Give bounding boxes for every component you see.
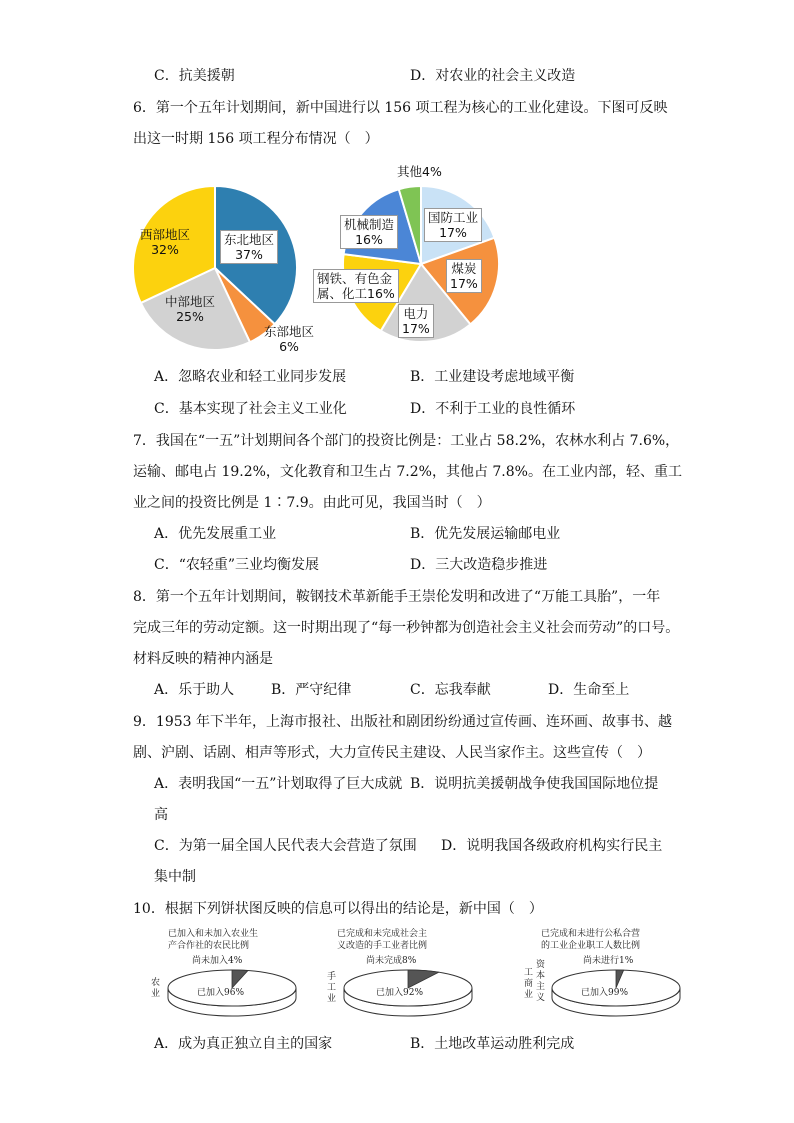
q5-option-c: C．抗美援朝 [154,68,235,84]
q7-option-b: B．优先发展运输邮电业 [410,526,561,542]
pie-agri-minor-label: 尚未加入4% [192,956,243,966]
pie2-label-power: 电力 17% [398,304,434,338]
q8-option-c: C．忘我奉献 [410,682,491,698]
q8-stem-line3: 材料反映的精神内涵是 [133,651,273,667]
q8-stem-line2: 完成三年的劳动定额。这一时期出现了“每一秒钟都为创造社会主义社会而劳动”的口号。 [133,620,680,636]
q10-stem: 10．根据下列饼状图反映的信息可以得出的结论是，新中国（ ） [133,901,543,917]
pie1-label-east: 东部地区 6% [264,324,315,354]
q6-option-a: A．忽略农业和轻工业同步发展 [154,369,347,385]
q8-option-b: B．严守纪律 [271,682,352,698]
q10-option-b: B．土地改革运动胜利完成 [410,1036,575,1052]
pie-agri-title: 已加入和未加入农业生 产合作社的农民比例 [168,929,259,951]
q9-stem-line2: 剧、沪剧、话剧、相声等形式，大力宣传民主建设、人民当家作主。这些宣传（ ） [133,745,651,761]
pie1-label-central: 中部地区 25% [165,294,216,324]
pie2-label-defense: 国防工业 17% [424,208,482,242]
pie2-label-steel: 钢铁、有色金 属、化工16% [313,269,399,303]
pie-craft-title: 已完成和未完成社会主 义改造的手工业者比例 [337,929,428,951]
q5-option-d: D．对农业的社会主义改造 [410,68,576,84]
q6-option-c: C．基本实现了社会主义工业化 [154,401,347,417]
pie-craft-minor-label: 尚未完成8% [366,956,417,966]
pie2-label-machinery: 机械制造 16% [340,215,398,249]
pie-capital-side-label-2: 资本主义 [536,960,546,1003]
q9-option-a: A．表明我国“一五”计划取得了巨大成就 [154,776,403,792]
pie-capital-side-label-1: 工商业 [524,968,534,1000]
pie-craft-side-label: 手工业 [327,972,337,1004]
q6-option-d: D．不利于工业的良性循环 [410,401,576,417]
q7-option-c: C．“农轻重”三业均衡发展 [154,557,320,573]
q7-stem-line2: 运输、邮电占 19.2%，文化教育和卫生占 7.2%，其他占 7.8%。在工业内部，轻、重工 [133,464,682,480]
q9-option-c: C．为第一届全国人民代表大会营造了氛围 [154,838,417,854]
q7-stem-line1: 7．我国在“一五”计划期间各个部门的投资比例是：工业占 58.2%，农林水利占 7.6%， [133,433,680,449]
pie2-label-coal: 煤炭 17% [446,259,482,293]
pie1-label-northeast: 东北地区 37% [220,230,278,264]
pie-craft-major-label: 已加入92% [376,988,424,998]
q8-option-d: D．生命至上 [548,682,630,698]
q8-option-a: A．乐于助人 [154,682,235,698]
q7-stem-line3: 业之间的投资比例是 1∶7.9。由此可见，我国当时（ ） [133,495,491,511]
q7-option-d: D．三大改造稳步推进 [410,557,548,573]
q6-stem-line2: 出这一时期 156 项工程分布情况（ ） [133,131,379,147]
q9-stem-line1: 9．1953 年下半年，上海市报社、出版社和剧团纷纷通过宣传画、连环画、故事书、越 [133,714,672,730]
q6-stem-line1: 6．第一个五年计划期间，新中国进行以 156 项工程为核心的工业化建设。下图可反映 [133,100,668,116]
q9-option-b-line1: B．说明抗美援朝战争使我国国际地位提 [410,776,659,792]
q9-option-d-line2: 集中制 [154,869,196,885]
pie1-label-west: 西部地区 32% [140,227,191,257]
pie-agri-major-label: 已加入96% [197,988,245,998]
pie-capital-title: 已完成和未进行公私合营 的工业企业职工人数比例 [541,929,641,951]
pie2-label-other: 其他4% [397,164,442,179]
q9-option-d-line1: D．说明我国各级政府机构实行民主 [441,838,663,854]
q6-option-b: B．工业建设考虑地域平衡 [410,369,575,385]
pie-capital-major-label: 已加入99% [581,988,629,998]
q9-option-b-line2: 高 [154,807,168,823]
q8-stem-line1: 8．第一个五年计划期间，鞍钢技术革新能手王崇伦发明和改进了“万能工具胎”，一年 [133,589,661,605]
q7-option-a: A．优先发展重工业 [154,526,277,542]
pie-capital-minor-label: 尚未进行1% [583,956,634,966]
pie-agri-side-label: 农业 [151,978,161,999]
q10-option-a: A．成为真正独立自主的国家 [154,1036,333,1052]
